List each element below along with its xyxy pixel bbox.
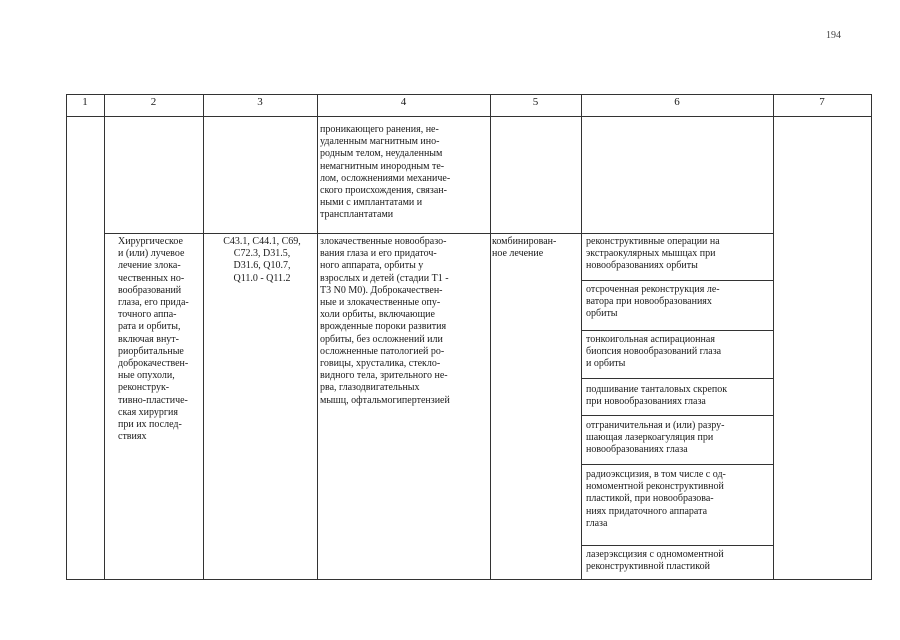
header-col-5: 5: [532, 96, 539, 108]
row-col-5-treatment-type: комбинирован- ное лечение: [492, 236, 557, 260]
continuation-col-4: проникающего ранения, не- удаленным магнитным ино- родным телом, неудаленным немагнитным инородным те- лом, осложнениями механиче- ского происхождения, связан- ными с имплантатами и трансплантатами: [320, 124, 451, 221]
method-item: реконструктивные операции на экстраокулярных мышцах при новообразованиях орбиты: [586, 236, 720, 272]
method-item: подшивание танталовых скрепок при новообразованиях глаза: [586, 384, 728, 408]
header-col-4: 4: [400, 96, 407, 108]
page-number: 194: [826, 30, 841, 41]
method-item: радиоэксцизия, в том числе с од- номоментной реконструктивной пластикой, при новообразова- ниях придаточного аппарата глаза: [586, 469, 726, 529]
header-col-6: 6: [674, 96, 680, 108]
header-col-7: 7: [819, 96, 825, 108]
header-col-3: 3: [257, 96, 263, 108]
header-col-1: 1: [82, 96, 88, 108]
method-item: отграничительная и (или) разру- шающая лазеркоагуляция при новообразованиях глаза: [586, 420, 725, 456]
method-item: лазерэксцизия с одномоментной реконструктивной пластикой: [586, 549, 724, 573]
header-col-2: 2: [150, 96, 157, 108]
row-col-2-treatment-profile: Хирургическое и (или) лучевое лечение злока- чественных но- вообразований глаза, его прида- точного аппа- рата и орбиты, включая внут- риорбитальные доброкачествен- ные опухоли, реконструк- тивно-пластиче- ская хирургия при их послед- ствиях: [118, 236, 189, 443]
method-item: тонкоигольная аспирационная биопсия новообразований глаза и орбиты: [586, 334, 722, 370]
row-col-3-icd-codes: C43.1, C44.1, C69, C72.3, D31.5, D31.6, Q10.7, Q11.0 - Q11.2: [223, 236, 301, 284]
method-item: отсроченная реконструкция ле- ватора при новообразованиях орбиты: [586, 284, 720, 320]
row-col-4-patient-model: злокачественные новообразо- вания глаза и его придаточ- ного аппарата, орбиты у взрослых и детей (стадии T1 - T3 N0 M0). Доброкачествен- ные и злокачественные опу- холи орбиты, включающие врожденные пороки развития орбиты, без осложнений или осложненные патологией ро- говицы, хрусталика, стекло- видного тела, зрительного не- рва, глазодвигательных мышц, офтальмогипертензией: [320, 236, 450, 406]
